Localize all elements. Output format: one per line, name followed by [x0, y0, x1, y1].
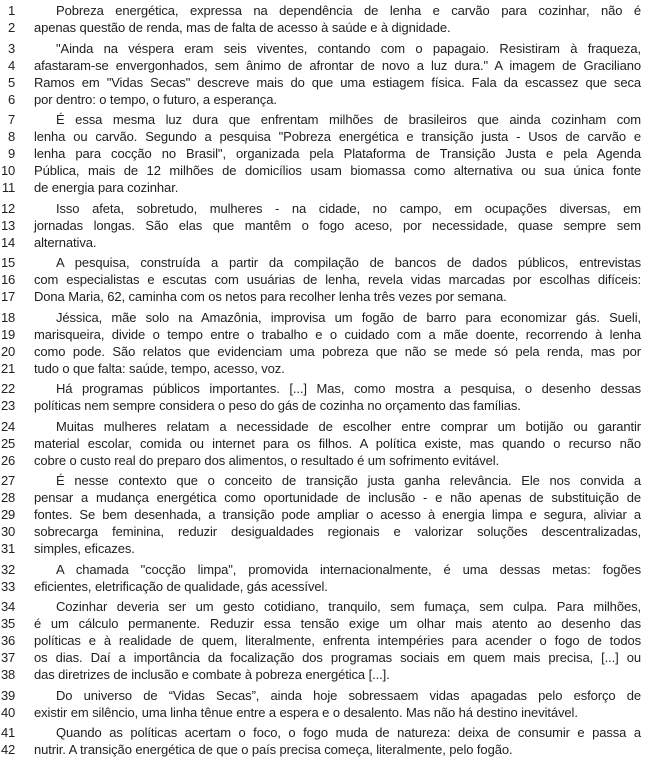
line-number: 40: [0, 704, 15, 720]
line-number: 1: [7, 3, 15, 18]
document-line: [0, 288, 648, 305]
line-number: 25: [0, 435, 15, 451]
line-number: 34: [0, 599, 15, 614]
document-line: [0, 397, 648, 414]
document-line: [0, 472, 648, 489]
document-line: [0, 217, 648, 234]
line-text: das diretrizes de inclusão e combate à pobreza energética [...].: [34, 667, 390, 682]
line-text: lenha ou carvão. Segundo a pesquisa "Pobreza energética e transição justa - Usos de carvão e: [34, 129, 641, 144]
document-line: [0, 489, 648, 506]
document-line: [0, 598, 648, 615]
line-number: 7: [7, 112, 15, 127]
line-number: 10: [0, 163, 15, 178]
document-line: [0, 540, 648, 557]
line-number: 41: [0, 725, 15, 740]
document-line: [0, 452, 648, 469]
line-number: 26: [0, 452, 15, 468]
document-line: [0, 128, 648, 145]
document-line: [0, 179, 648, 196]
document-line: [0, 418, 648, 435]
document-line: [0, 111, 648, 128]
line-number: 18: [0, 309, 15, 325]
document-line: [0, 561, 648, 578]
line-text: sobrecarga feminina, reduzir desigualdades regionais e valorizar soluções descentralizadas,: [34, 524, 641, 539]
line-number: 4: [7, 57, 15, 73]
document-line: [0, 309, 648, 326]
line-text: marisqueira, divide o tempo entre o trabalho e o cuidado com a mãe doente, recorrendo à lenha: [34, 326, 641, 342]
document-line: [0, 57, 648, 74]
line-text: fontes. Se bem desenhada, a transição pode ampliar o acesso à energia limpa e segura, aliviar a: [34, 507, 641, 522]
line-text: tudo o que falta: saúde, tempo, acesso, voz.: [34, 360, 285, 376]
line-number: 13: [0, 217, 15, 233]
document-line: [0, 2, 648, 19]
line-number: 9: [7, 146, 15, 161]
document-line: [0, 271, 648, 288]
line-number: 33: [0, 578, 15, 594]
line-number: 29: [0, 507, 15, 522]
line-number: 15: [0, 255, 15, 270]
document-line: [0, 254, 648, 271]
line-text: Pobreza energética, expressa na dependência de lenha e carvão para cozinhar, não é: [56, 3, 641, 18]
line-text: "Ainda na véspera eram seis viventes, contando com o papagaio. Resistiram à fraqueza,: [56, 40, 641, 56]
document-body: [0, 2, 648, 758]
line-number: 19: [0, 326, 15, 342]
line-text: Pública, mais de 12 milhões de domicílios usam biomassa como alternativa ou sua única fonte: [34, 163, 641, 178]
line-text: jornadas longas. São elas que mantêm o fogo aceso, por necessidade, quase sempre sem: [34, 217, 641, 233]
line-text: É essa mesma luz dura que enfrentam milhões de brasileiros que ainda cozinham com: [56, 112, 641, 127]
line-text: os dias. Daí a importância da focalização dos programas sociais em quem mais precisa, [...] ou: [34, 650, 641, 665]
line-text: é um cálculo permanente. Reduzir essa tensão exige um olhar mais atento ao desenho das: [34, 616, 641, 631]
line-number: 35: [0, 616, 15, 631]
line-text: por dentro: o tempo, o futuro, a esperança.: [34, 91, 277, 107]
line-text: Jéssica, mãe solo na Amazônia, improvisa um fogão de barro para economizar gás. Sueli,: [56, 309, 641, 325]
line-text: É nesse contexto que o conceito de transição justa ganha relevância. Ele nos convida a: [56, 473, 641, 488]
line-number: 17: [0, 289, 15, 304]
line-text: com especialistas e escutas com usuárias de lenha, revela vidas marcadas por escolhas difíceis:: [34, 272, 641, 287]
line-text: A pesquisa, construída a partir da compilação de bancos de dados públicos, entrevistas: [56, 255, 641, 270]
line-number: 3: [7, 40, 15, 56]
document-line: [0, 649, 648, 666]
line-number: 22: [0, 381, 15, 396]
document-line: [0, 687, 648, 704]
document-line: [0, 200, 648, 217]
line-text: Isso afeta, sobretudo, mulheres - na cidade, no campo, em ocupações diversas, em: [56, 200, 641, 216]
line-text: políticas nem sempre considera o peso do gás de cozinha no orçamento das famílias.: [34, 398, 521, 413]
line-number: 24: [0, 418, 15, 434]
document-line: [0, 380, 648, 397]
line-text: afastaram-se envergonhados, sem ânimo de afrontar de novo a luz dura." A imagem de Graciliano: [34, 57, 641, 73]
line-text: lenha para cocção no Brasil", organizada pela Plataforma de Transição Justa e pela Agenda: [34, 146, 641, 161]
line-text: nutrir. A transição energética de que o país precisa começa, literalmente, pelo fogão.: [34, 742, 513, 757]
document-line: [0, 506, 648, 523]
line-text: pensar a mudança energética como oportunidade de inclusão - e não apenas de substituição de: [34, 490, 641, 505]
document-line: [0, 40, 648, 57]
line-number: 27: [0, 473, 15, 488]
line-number: 8: [7, 129, 15, 144]
document-line: [0, 578, 648, 595]
document-line: [0, 741, 648, 758]
line-number: 39: [0, 687, 15, 703]
line-number: 16: [0, 272, 15, 287]
line-number: 28: [0, 490, 15, 505]
document-line: [0, 19, 648, 36]
document-line: [0, 704, 648, 721]
line-number: 23: [0, 398, 15, 413]
line-text: de energia para cozinhar.: [34, 180, 179, 195]
line-number: 32: [0, 561, 15, 577]
line-text: apenas questão de renda, mas de falta de acesso à saúde e à dignidade.: [34, 20, 451, 35]
document-line: [0, 724, 648, 741]
line-number: 12: [0, 200, 15, 216]
line-number: 42: [0, 742, 15, 757]
line-text: eficientes, eletrificação de qualidade, gás acessível.: [34, 578, 328, 594]
line-number: 6: [7, 91, 15, 107]
line-text: A chamada "cocção limpa", promovida internacionalmente, é uma dessas metas: fogões: [56, 561, 641, 577]
line-text: cobre o custo real do preparo dos alimentos, o resultado é um sofrimento evitável.: [34, 452, 500, 468]
document-line: [0, 435, 648, 452]
line-text: material escolar, comida ou internet para os filhos. A política existe, mas quando o recurso não: [34, 435, 641, 451]
line-text: Muitas mulheres relatam a necessidade de escolher entre comprar um botijão ou garantir: [56, 418, 641, 434]
document-line: [0, 666, 648, 683]
document-line: [0, 615, 648, 632]
document-line: [0, 162, 648, 179]
document-line: [0, 145, 648, 162]
document-line: [0, 326, 648, 343]
line-number: 5: [7, 74, 15, 90]
line-number: 31: [0, 541, 15, 556]
line-number: 21: [0, 360, 15, 376]
document-line: [0, 74, 648, 91]
line-number: 37: [0, 650, 15, 665]
document-line: [0, 234, 648, 251]
document-line: [0, 343, 648, 360]
document-line: [0, 523, 648, 540]
line-text: Há programas públicos importantes. [...] Mas, como mostra a pesquisa, o desenho dessas: [56, 381, 641, 396]
document-line: [0, 360, 648, 377]
line-text: Do universo de “Vidas Secas”, ainda hoje sobressaem vidas apagadas pelo esforço de: [56, 687, 641, 703]
line-text: Quando as políticas acertam o foco, o fogo muda de natureza: deixa de consumir e passa a: [56, 725, 641, 740]
line-text: alternativa.: [34, 234, 97, 250]
document-line: [0, 632, 648, 649]
line-text: políticas e à realidade de quem, literalmente, enfrenta intempéries para acender o fogo de todos: [34, 633, 641, 648]
line-text: existir em silêncio, uma linha tênue entre a espera e o desalento. Mas não há destino inevitável.: [34, 704, 578, 720]
document-line: [0, 91, 648, 108]
line-number: 36: [0, 633, 15, 648]
line-number: 2: [7, 20, 15, 35]
line-text: como pode. São relatos que evidenciam uma pobreza que não se mede só pela renda, mas por: [34, 343, 641, 359]
line-text: Dona Maria, 62, caminha com os netos para recolher lenha três vezes por semana.: [34, 289, 507, 304]
line-text: simples, eficazes.: [34, 541, 135, 556]
line-number: 11: [1, 180, 15, 195]
line-text: Cozinhar deveria ser um gesto cotidiano, tranquilo, sem fumaça, sem culpa. Para milhões,: [56, 599, 641, 614]
line-number: 38: [0, 667, 15, 682]
line-number: 14: [0, 234, 15, 250]
line-number: 30: [0, 524, 15, 539]
line-number: 20: [0, 343, 15, 359]
line-text: Ramos em "Vidas Secas" descreve mais do que uma estiagem física. Fala da escassez que seca: [34, 74, 641, 90]
